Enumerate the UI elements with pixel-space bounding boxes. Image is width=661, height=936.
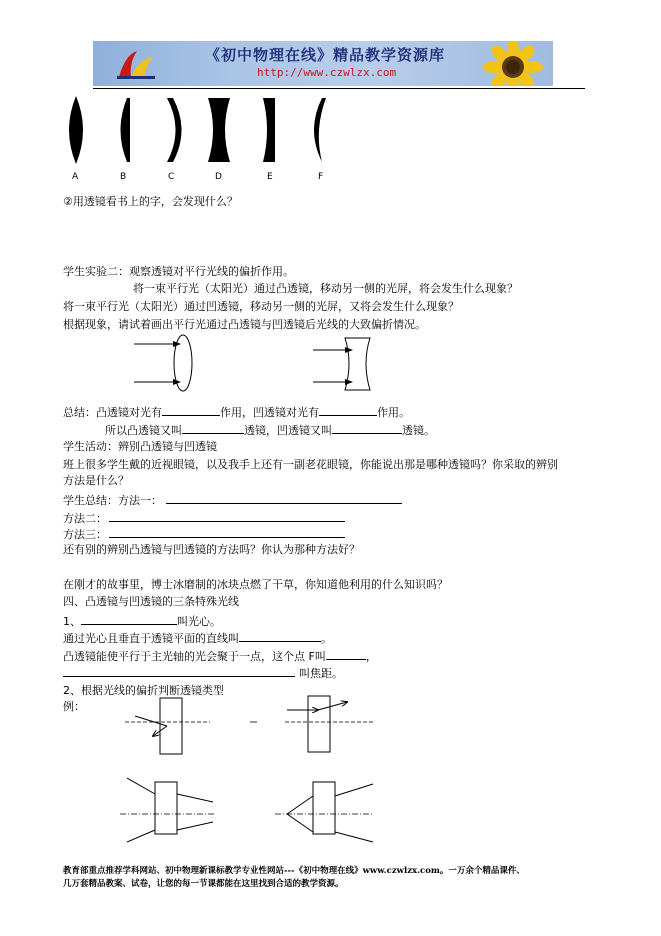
footer (63, 865, 623, 891)
summary-line-1: 总结：凸透镜对光有 作用，凹透镜对光有 作用。 (63, 406, 410, 419)
blank-focus[interactable] (326, 648, 366, 660)
lens-label-c: C (168, 172, 175, 182)
lens-label-a: A (72, 172, 79, 182)
lens-d-biconcave (208, 98, 230, 162)
lens-label-b: B (120, 172, 127, 182)
method-3: 方法三： (63, 526, 345, 542)
blank-concave-effect[interactable] (319, 404, 377, 416)
method-2: 方法二： (63, 510, 345, 526)
footer-line-1: 教育部重点推荐学科网站、初中物理新课标教学专业性网站---《初中物理在线》www.czwlzx.com。一万余个精品课件、 (63, 866, 525, 876)
other-methods-question: 还有别的辨别凸透镜与凹透镜的方法吗？你认为那种方法好？ (63, 543, 360, 556)
sunflower-icon (473, 41, 553, 86)
item-1: 1、 叫光心。 (63, 615, 221, 628)
section-4-title: 四、凸透镜与凹透镜的三条特殊光线 (63, 595, 239, 608)
banner-url[interactable]: http://www.czwlzx.com (257, 66, 397, 79)
focal-length-line: 叫焦距。 (63, 665, 343, 681)
experiment-2-concave: 将一束平行光（太阳光）通过凹透镜，移动另一侧的光屏，又将会发生什么现象？ (63, 300, 459, 313)
glasses-question-2: 方法是什么？ (63, 474, 129, 487)
item-2: 2、根据光线的偏折判断透镜类型 (63, 684, 224, 697)
story-question: 在刚才的故事里，博士冰磨制的冰块点燃了干草，你知道他利用的什么知识吗？ (63, 578, 448, 591)
lens-c-meniscus (167, 98, 182, 162)
lens-b-planoconvex (121, 98, 131, 162)
principal-axis-line: 通过光心且垂直于透镜平面的直线叫 。 (63, 632, 332, 645)
focus-line: 凸透镜能使平行于主光轴的光会聚于一点，这个点 F叫 ， (63, 650, 377, 663)
lens-f-meniscus (314, 98, 326, 162)
blank-optical-center[interactable] (81, 613, 177, 625)
lens-a-biconvex (69, 96, 83, 164)
lens-shapes-figure (60, 92, 335, 172)
header-banner (93, 41, 553, 86)
blank-concave-name[interactable] (332, 422, 402, 434)
banner-title: 《初中物理在线》精品教学资源库 (205, 46, 446, 64)
summary-line-2: 所以凸透镜又叫 透镜，凹透镜又叫 透镜。 (105, 424, 435, 437)
blank-convex-name[interactable] (182, 422, 244, 434)
lens-e-planoconcave (263, 98, 275, 162)
lens-label-f: F (318, 172, 324, 182)
question-2: ②用透镜看书上的字，会发现什么？ (63, 195, 238, 208)
site-logo (115, 47, 157, 81)
blank-method-3[interactable] (109, 526, 345, 538)
ray-deflection-figures (115, 692, 375, 857)
glasses-question-1: 班上很多学生戴的近视眼镜，以及我手上还有一副老花眼镜，你能说出那是哪种透镜吗？你采取的辨别 (63, 458, 558, 471)
method-1: 学生总结：方法一： (63, 492, 402, 508)
parallel-rays-figure (130, 330, 390, 400)
header-rule (93, 88, 585, 89)
blank-focal-length[interactable] (63, 665, 295, 677)
blank-method-1[interactable] (166, 492, 402, 504)
blank-convex-effect[interactable] (162, 404, 220, 416)
lens-label-d: D (215, 172, 222, 182)
lens-label-e: E (267, 172, 273, 182)
experiment-2-title: 学生实验二：观察透镜对平行光线的偏折作用。 (63, 265, 294, 278)
experiment-2-convex: 将一束平行光（太阳光）通过凸透镜，移动另一侧的光屏，将会发生什么现象？ (133, 282, 518, 295)
experiment-2-instruction: 根据现象，请试着画出平行光通过凸透镜与凹透镜后光线的大致偏折情况。 (63, 318, 426, 331)
example-label: 例： (63, 700, 85, 713)
blank-principal-axis[interactable] (239, 630, 321, 642)
footer-line-2: 几万套精品教案、试卷，让您的每一节课都能在这里找到合适的教学资源。 (63, 879, 344, 889)
blank-method-2[interactable] (109, 510, 345, 522)
activity-title: 学生活动：辨别凸透镜与凹透镜 (63, 440, 217, 453)
